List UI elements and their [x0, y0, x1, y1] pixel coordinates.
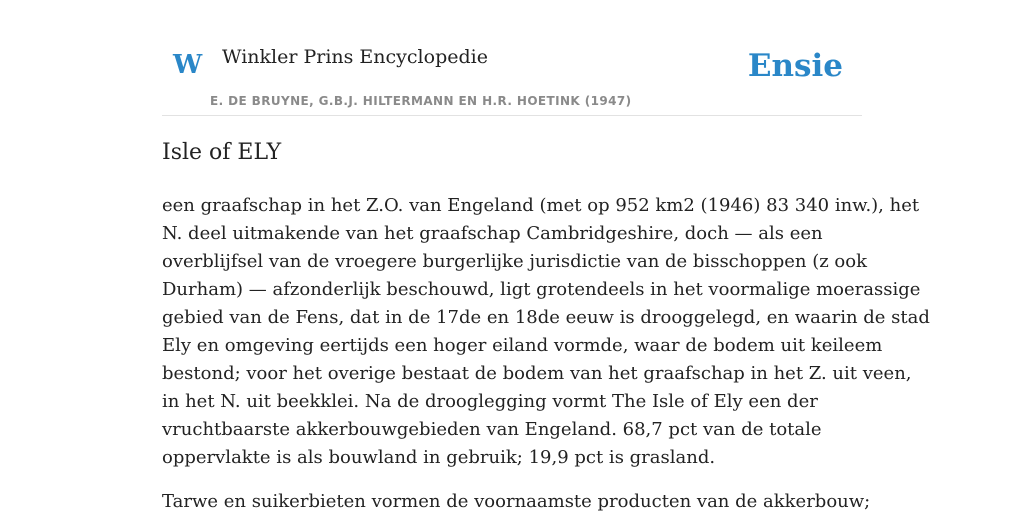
- article-body: [162, 192, 930, 512]
- paragraph-line: vruchtbaarste akkerbouwgebieden van Engeland. 68,7 pct van de totale: [162, 419, 822, 440]
- source-logo: W: [173, 50, 203, 80]
- source-authors: E. DE BRUYNE, G.B.J. HILTERMANN EN H.R. HOETINK (1947): [210, 94, 632, 108]
- article-title: Isle of ELY: [162, 140, 282, 165]
- brand-logo-link[interactable]: Ensie: [747, 48, 843, 84]
- paragraph-line: Durham) — afzonderlijk beschouwd, ligt grotendeels in het voormalige moerassige: [162, 279, 921, 300]
- source-header: [162, 0, 862, 116]
- paragraph-line: in het N. uit beekklei. Na de drooglegging vormt The Isle of Ely een der: [162, 391, 818, 412]
- article-paragraph: [162, 192, 930, 472]
- paragraph-line: Ely en omgeving eertijds een hoger eiland vormde, waar de bodem uit keileem: [162, 335, 883, 356]
- paragraph-line: overblijfsel van de vroegere burgerlijke jurisdictie van de bisschoppen (z ook: [162, 251, 868, 272]
- article-paragraph: [162, 488, 872, 512]
- paragraph-line: gebied van de Fens, dat in de 17de en 18de eeuw is drooggelegd, en waarin de stad: [162, 307, 930, 328]
- paragraph-line: bestond; voor het overige bestaat de bodem van het graafschap in het Z. uit veen,: [162, 363, 912, 384]
- paragraph-line: een graafschap in het Z.O. van Engeland (met op 952 km2 (1946) 83 340 inw.), het: [162, 195, 920, 216]
- paragraph-line: Tarwe en suikerbieten vormen de voornaamste producten van de akkerbouw;: [162, 491, 871, 512]
- source-title[interactable]: Winkler Prins Encyclopedie: [222, 46, 488, 68]
- paragraph-line: N. deel uitmakende van het graafschap Cambridgeshire, doch — als een: [162, 223, 823, 244]
- paragraph-line: oppervlakte is als bouwland in gebruik; 19,9 pct is grasland.: [162, 447, 716, 468]
